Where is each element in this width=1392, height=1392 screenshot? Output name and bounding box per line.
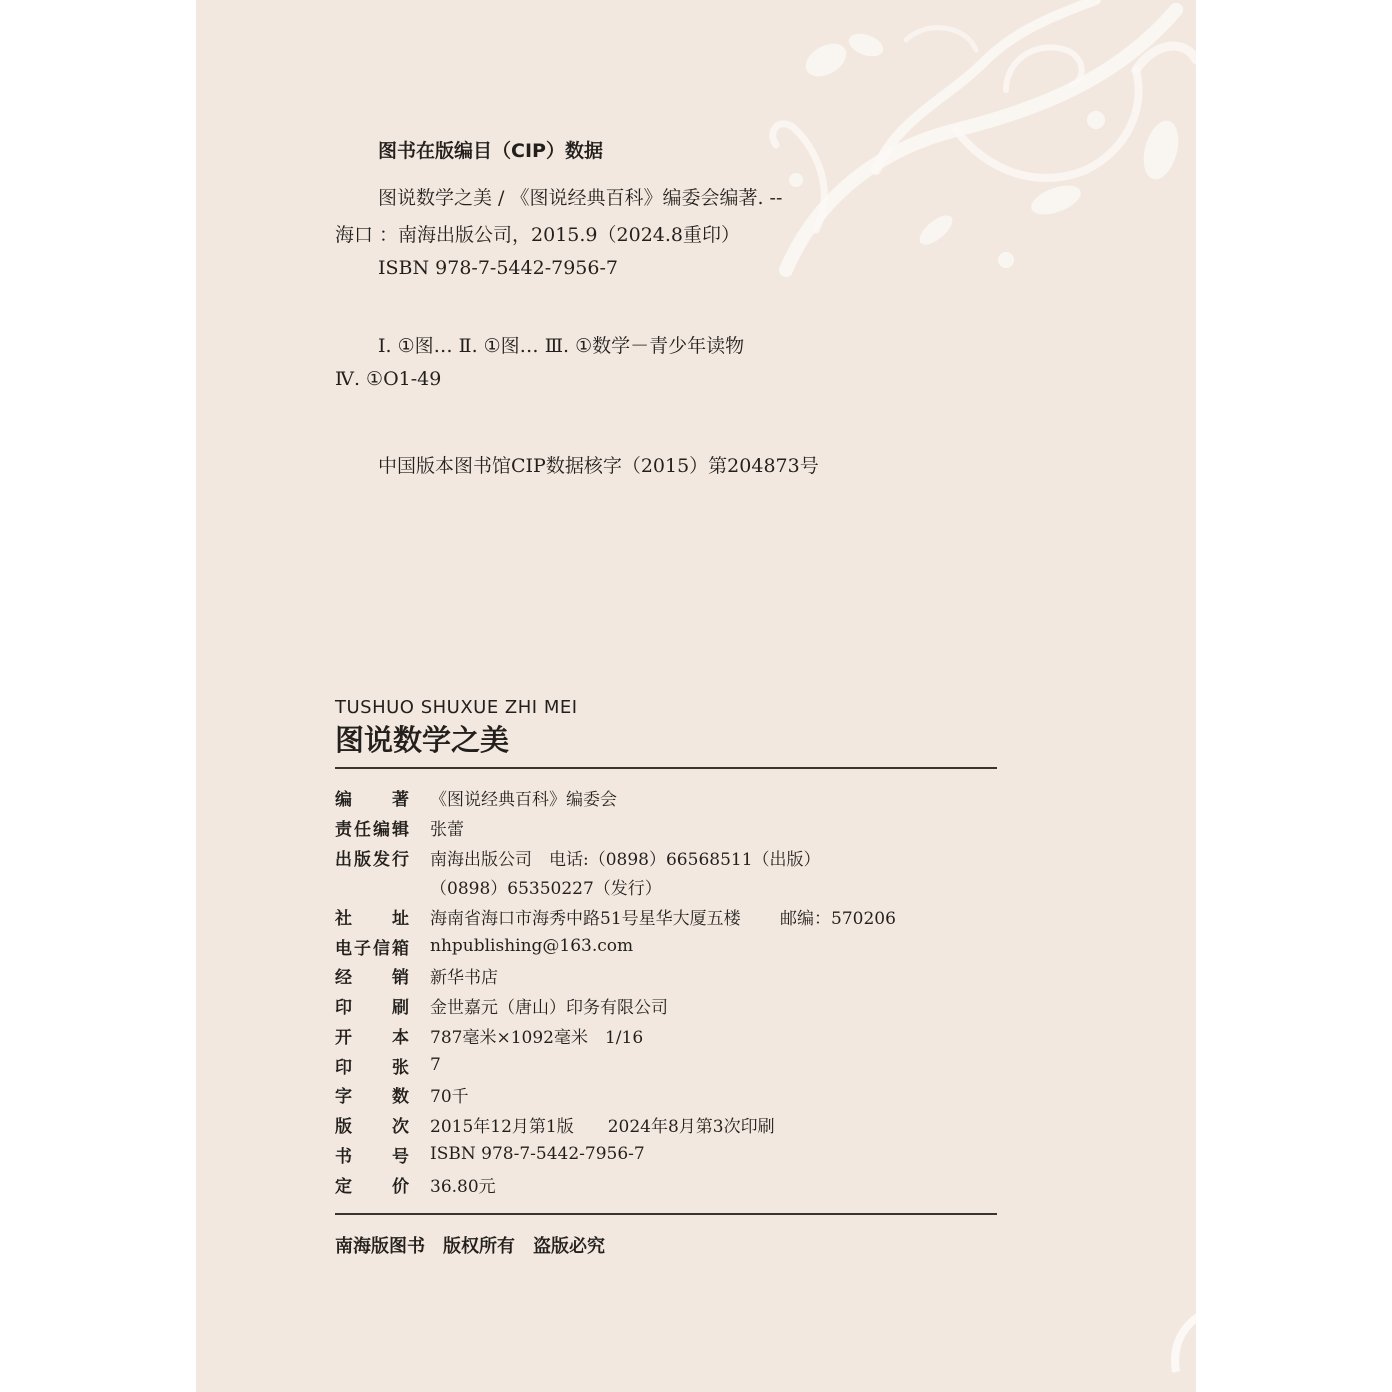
colophon-label: 书 号 [335,1146,409,1167]
colophon-label: 定 价 [335,1176,409,1197]
cip-heading: 图书在版编目（CIP）数据 [378,140,603,162]
colophon-value: 36.80元 [430,1176,496,1197]
colophon-label: 字 数 [335,1086,409,1107]
colophon-label: 印 刷 [335,997,409,1018]
colophon-label: 电子信箱 [335,938,409,959]
colophon-row [335,1051,441,1079]
colophon-value: 新华书店 [430,967,498,988]
colophon-row [335,1140,645,1168]
colophon-value: （0898）65350227（发行） [430,878,662,899]
colophon-value: ISBN 978-7-5442-7956-7 [430,1144,645,1164]
colophon-label: 印 张 [335,1057,409,1078]
bottom-divider [335,1213,997,1215]
book-title: 图说数学之美 [335,723,510,757]
colophon-row [335,872,662,900]
colophon-value: 海南省海口市海秀中路51号星华大厦五楼 邮编：570206 [430,908,896,929]
cip-line-6: 中国版本图书馆CIP数据核字（2015）第204873号 [378,455,819,477]
copyright-notice: 南海版图书 版权所有 盗版必究 [335,1236,605,1257]
floral-ornament-corner [1166,1292,1196,1382]
colophon-label: 责任编辑 [335,819,409,840]
colophon-row [335,932,633,960]
copyright-page [196,0,1196,1392]
colophon-value: 《图说经典百科》编委会 [430,789,617,810]
colophon-value: 金世嘉元（唐山）印务有限公司 [430,997,668,1018]
colophon-label: 经 销 [335,967,409,988]
cip-line-4: Ⅰ. ①图… Ⅱ. ①图… Ⅲ. ①数学－青少年读物 [378,335,745,357]
colophon-value: 787毫米×1092毫米 1/16 [430,1027,644,1048]
colophon-row [335,961,498,989]
colophon-row [335,902,896,930]
colophon-row [335,1021,643,1049]
colophon-label: 社 址 [335,908,409,929]
colophon-label: 编 著 [335,789,409,810]
colophon-value: 7 [430,1055,441,1075]
cip-line-3: ISBN 978-7-5442-7956-7 [378,257,618,279]
top-divider [335,767,997,769]
colophon-label: 版 次 [335,1116,409,1137]
colophon-value: nhpublishing@163.com [430,936,634,956]
colophon-row [335,783,617,811]
colophon-value: 70千 [430,1086,469,1107]
colophon-row [335,1170,496,1198]
colophon-row [335,813,464,841]
colophon-row [335,1080,469,1108]
cip-line-5: Ⅳ. ①O1-49 [335,368,442,390]
colophon-value: 张蕾 [430,819,464,840]
colophon-row [335,843,821,871]
colophon-row [335,991,668,1019]
cip-line-2: 海口 ：南海出版公司，2015.9（2024.8重印） [335,224,741,246]
colophon-label: 出版发行 [335,849,409,870]
colophon-value: 2015年12月第1版 2024年8月第3次印刷 [430,1116,775,1137]
colophon-label: 开 本 [335,1027,409,1048]
floral-ornament [756,0,1196,300]
colophon-value: 南海出版公司 电话:（0898）66568511（出版） [430,849,821,870]
cip-line-1: 图说数学之美 / 《图说经典百科》编委会编著. -- [378,187,783,209]
book-pinyin-title: TUSHUO SHUXUE ZHI MEI [335,697,578,718]
colophon-row [335,1110,775,1138]
